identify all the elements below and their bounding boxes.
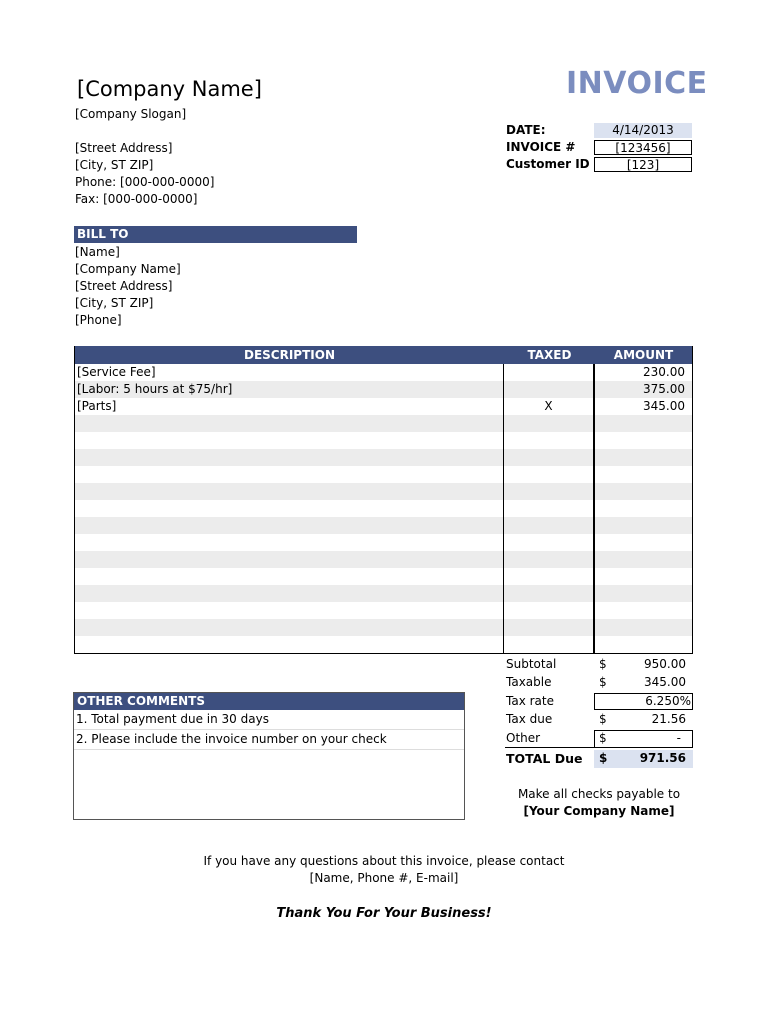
total-due-value: 971.56: [639, 751, 686, 765]
comment-line: 1. Total payment due in 30 days: [74, 710, 464, 730]
invoice-title: INVOICE: [566, 66, 708, 101]
row-description: [75, 636, 504, 653]
table-row: [75, 364, 692, 381]
customer-id-value: [123]: [594, 157, 692, 172]
row-amount: [595, 432, 692, 449]
row-taxed: [504, 602, 595, 619]
row-description: [75, 449, 504, 466]
row-amount: [595, 500, 692, 517]
table-row: [75, 381, 692, 398]
invoice-number-label: INVOICE #: [506, 140, 576, 154]
row-taxed: [504, 466, 595, 483]
row-taxed: [504, 619, 595, 636]
other-label: Other: [506, 731, 541, 745]
table-row: [75, 602, 692, 619]
row-description: [Labor: 5 hours at $75/hr]: [75, 381, 504, 398]
row-amount: [595, 483, 692, 500]
company-street: [Street Address]: [75, 141, 173, 155]
other-value: -: [676, 731, 681, 745]
row-description: [Service Fee]: [75, 364, 504, 381]
row-taxed: X: [504, 398, 595, 415]
table-row: [75, 432, 692, 449]
other-comments-box: [73, 692, 465, 820]
invoice-number-value: [123456]: [594, 140, 692, 155]
row-taxed: [504, 500, 595, 517]
company-fax: Fax: [000-000-0000]: [75, 192, 198, 206]
table-row: [75, 483, 692, 500]
table-row: [75, 636, 692, 653]
row-amount: 230.00: [643, 365, 685, 379]
row-amount: [595, 602, 692, 619]
table-row: [75, 534, 692, 551]
tax-due-currency: $: [599, 712, 607, 726]
table-row: [75, 449, 692, 466]
row-taxed: [504, 517, 595, 534]
row-description: [75, 619, 504, 636]
date-value: 4/14/2013: [594, 123, 692, 138]
contact-note: If you have any questions about this invoice, please contact: [203, 854, 565, 868]
row-amount: [595, 449, 692, 466]
row-amount: [595, 415, 692, 432]
date-label: DATE:: [506, 123, 546, 137]
row-taxed: [504, 432, 595, 449]
table-row: [75, 466, 692, 483]
row-taxed: [504, 585, 595, 602]
bill-to-city: [City, ST ZIP]: [75, 296, 154, 310]
row-amount: [595, 585, 692, 602]
row-taxed: [504, 415, 595, 432]
subtotal-currency: $: [599, 657, 607, 671]
row-taxed: [504, 483, 595, 500]
table-row: [75, 619, 692, 636]
row-description: [75, 500, 504, 517]
row-amount: [595, 517, 692, 534]
table-row: [75, 585, 692, 602]
row-taxed: [504, 636, 595, 653]
items-table: [74, 346, 693, 654]
subtotal-label: Subtotal: [506, 657, 557, 671]
bill-to-phone: [Phone]: [75, 313, 122, 327]
company-name: [Company Name]: [77, 77, 262, 101]
row-taxed: [504, 568, 595, 585]
other-comments-header: OTHER COMMENTS: [74, 693, 464, 710]
payable-note: Make all checks payable to: [517, 787, 681, 801]
description-header: DESCRIPTION: [243, 348, 335, 362]
row-amount: 375.00: [643, 382, 685, 396]
table-row: [75, 551, 692, 568]
company-city: [City, ST ZIP]: [75, 158, 154, 172]
items-table-header: [75, 346, 692, 364]
table-row: [75, 500, 692, 517]
row-amount: [595, 568, 692, 585]
total-due-label: TOTAL Due: [506, 751, 583, 766]
row-taxed: [504, 381, 595, 398]
row-description: [75, 466, 504, 483]
row-taxed: [504, 534, 595, 551]
row-description: [75, 517, 504, 534]
row-description: [75, 602, 504, 619]
table-row: [75, 568, 692, 585]
row-taxed: [504, 551, 595, 568]
row-amount: [595, 551, 692, 568]
other-currency: $: [599, 731, 607, 745]
items-table-body: [75, 364, 692, 653]
bill-to-header: BILL TO: [74, 226, 357, 243]
table-row: [75, 415, 692, 432]
row-description: [75, 534, 504, 551]
subtotal-value: 950.00: [644, 657, 686, 671]
total-due-currency: $: [599, 751, 608, 765]
amount-header: AMOUNT: [613, 348, 674, 362]
row-description: [75, 415, 504, 432]
table-row: [75, 517, 692, 534]
row-description: [75, 585, 504, 602]
taxable-currency: $: [599, 675, 607, 689]
taxable-value: 345.00: [644, 675, 686, 689]
company-phone: Phone: [000-000-0000]: [75, 175, 215, 189]
payable-company: [Your Company Name]: [523, 804, 675, 818]
row-description: [75, 483, 504, 500]
contact-details: [Name, Phone #, E-mail]: [309, 871, 459, 885]
company-slogan: [Company Slogan]: [75, 107, 187, 121]
row-amount: 345.00: [643, 399, 685, 413]
tax-rate-label: Tax rate: [506, 694, 554, 708]
taxed-header: TAXED: [527, 348, 572, 362]
row-description: [Parts]: [75, 398, 504, 415]
table-row: [75, 398, 692, 415]
tax-due-value: 21.56: [651, 712, 686, 726]
total-divider: [505, 747, 594, 748]
row-description: [75, 432, 504, 449]
row-amount: [595, 466, 692, 483]
row-taxed: [504, 364, 595, 381]
tax-due-label: Tax due: [506, 712, 553, 726]
row-description: [75, 568, 504, 585]
bill-to-name: [Name]: [75, 245, 120, 259]
comment-line: 2. Please include the invoice number on your check: [74, 730, 464, 750]
thank-you-message: Thank You For Your Business!: [276, 906, 492, 921]
taxable-label: Taxable: [506, 675, 552, 689]
row-amount: [595, 619, 692, 636]
row-amount: [595, 534, 692, 551]
customer-id-label: Customer ID: [506, 157, 590, 171]
bill-to-company: [Company Name]: [75, 262, 181, 276]
row-amount: [595, 636, 692, 653]
row-taxed: [504, 449, 595, 466]
row-description: [75, 551, 504, 568]
bill-to-street: [Street Address]: [75, 279, 173, 293]
tax-rate-value: 6.250%: [645, 694, 691, 708]
